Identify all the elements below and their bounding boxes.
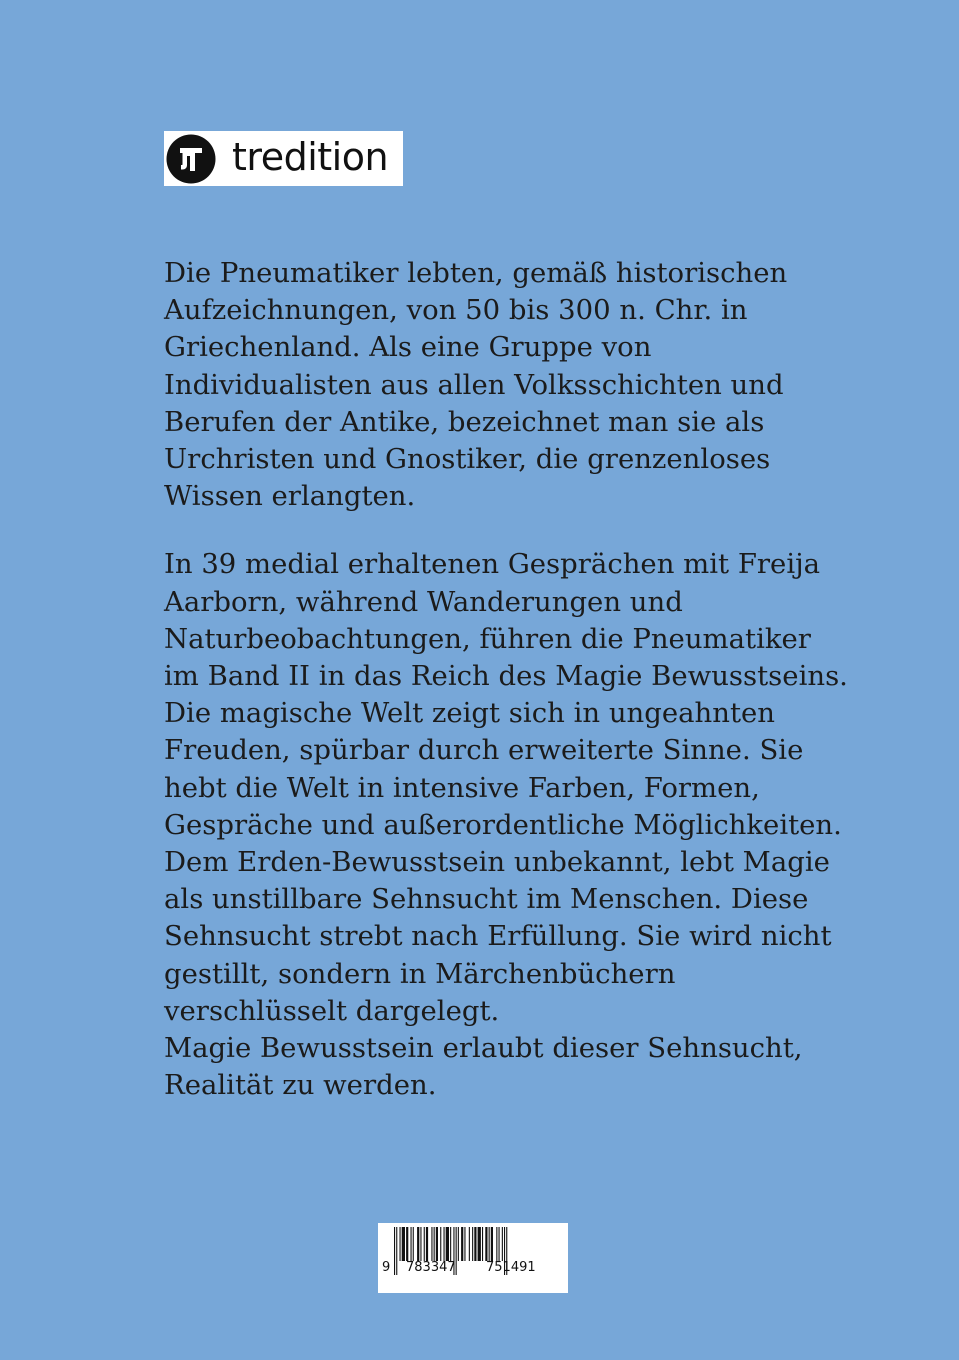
barcode-bar (426, 1227, 428, 1261)
barcode-bar (502, 1227, 503, 1261)
barcode-bar (450, 1227, 451, 1261)
barcode-bar (478, 1227, 481, 1261)
barcode-bar (431, 1227, 432, 1261)
barcode-bar (499, 1227, 500, 1261)
barcode-bar (417, 1227, 419, 1261)
barcode-bar (458, 1227, 459, 1261)
barcode-bar (436, 1227, 438, 1261)
barcode-bar (474, 1227, 476, 1261)
barcode-bar (446, 1227, 449, 1261)
publisher-logo (164, 131, 403, 186)
barcode-bar (461, 1227, 463, 1261)
barcode-bar (394, 1227, 395, 1275)
barcode-bar (485, 1227, 487, 1261)
barcode-bar (456, 1227, 457, 1275)
barcode-bar (496, 1227, 497, 1261)
barcode-bar (411, 1227, 412, 1261)
barcode-bar (413, 1227, 414, 1261)
blurb-paragraph-1: Die Pneumatiker lebten, gemäß historischen Aufzeichnungen, von 50 bis 300 n. Chr. in Griechenland. Als eine Gruppe von Individualisten aus allen Volksschichten und Berufen der Antike, bezeichnet man sie als Urchristen und Gnostiker, die grenzenloses Wissen erlangten. (164, 257, 788, 513)
barcode-bar (472, 1227, 473, 1261)
barcode-bar (464, 1227, 465, 1261)
barcode-bar (444, 1227, 445, 1261)
barcode-bar (406, 1227, 408, 1261)
barcode-left-digits: 783347 (406, 1260, 456, 1275)
tredition-t-icon (166, 134, 216, 184)
barcode-bar (396, 1227, 397, 1275)
barcode-bar (469, 1227, 470, 1261)
isbn-barcode (378, 1223, 568, 1293)
barcode-bar (420, 1227, 421, 1261)
blurb-paragraph-2: In 39 medial erhaltenen Gesprächen mit Freija Aarborn, während Wanderungen und Naturbeobachtungen, führen die Pneumatiker im Band II in das Reich des Magie Bewusstseins. Die magische Welt zeigt sich in ungeahnten Freuden, spürbar durch erweiterte Sinne. Sie hebt die Welt in intensive Farben, Formen, Gespräche und außerordentliche Möglichkeiten. Dem Erden-Bewusstsein unbekannt, lebt Magie als unstillbare Sehnsucht im Menschen. Diese Sehnsucht strebt nach Erfüllung. Sie wird nicht gestillt, sondern in Märchenbüchern verschlüsselt dargelegt. (164, 548, 848, 1027)
back-cover-blurb (164, 255, 854, 1104)
barcode-bar (440, 1227, 441, 1261)
barcode-right-digits: 751491 (486, 1260, 536, 1275)
blurb-paragraph-3: Magie Bewusstsein erlaubt dieser Sehnsucht, Realität zu werden. (164, 1032, 803, 1102)
barcode-bar (400, 1227, 401, 1261)
barcode-bar (434, 1227, 435, 1261)
barcode-bar (424, 1227, 425, 1261)
barcode-graphic (378, 1223, 568, 1293)
barcode-bar (402, 1227, 405, 1261)
barcode-lead-digit: 9 (382, 1260, 391, 1275)
barcode-bar (482, 1227, 483, 1261)
barcode-bar (489, 1227, 490, 1261)
publisher-name: tredition (232, 134, 389, 179)
barcode-bar (491, 1227, 493, 1261)
